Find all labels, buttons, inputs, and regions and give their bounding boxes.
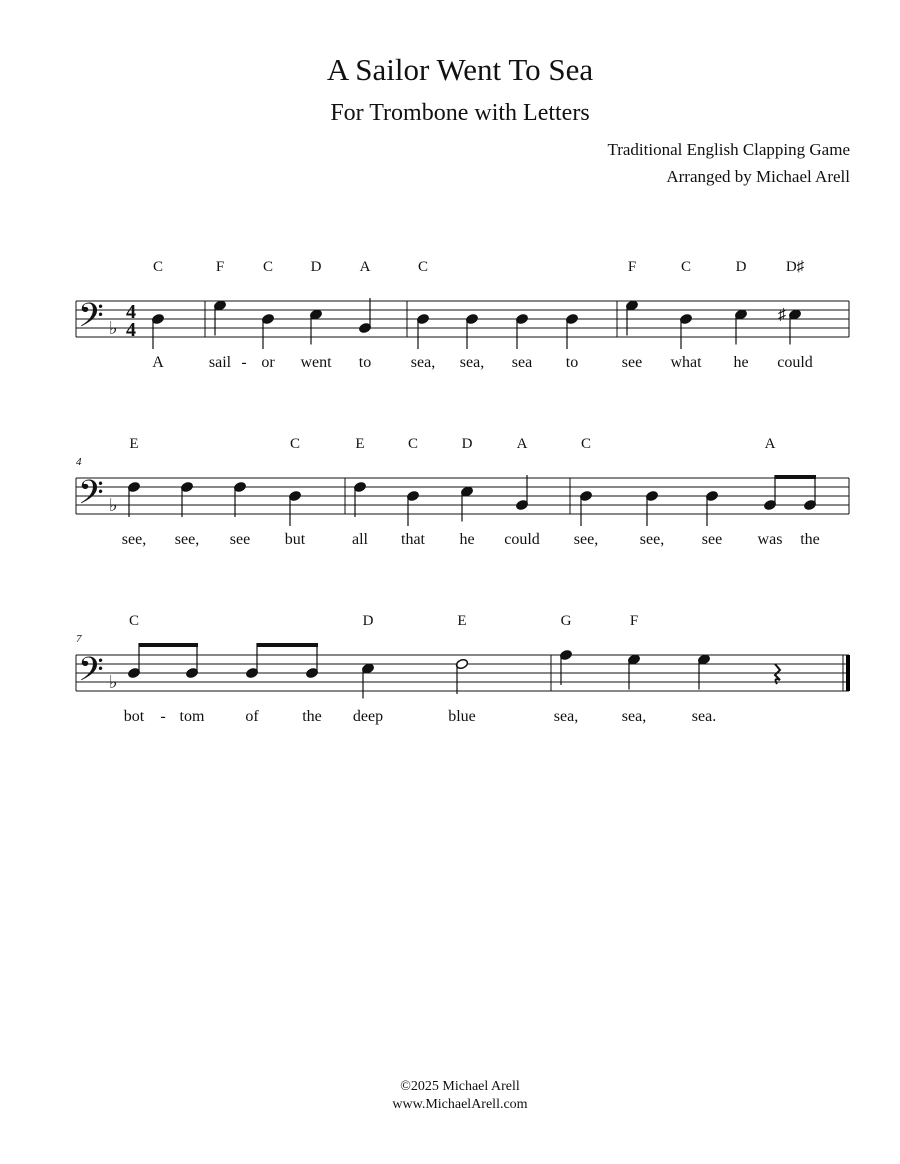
note-letter: F (629, 613, 639, 629)
staff-system (76, 297, 849, 349)
note-letter: E (129, 436, 139, 452)
note-letter: E (355, 436, 365, 452)
lyric-syllable: could (504, 531, 540, 548)
note-letter: E (457, 613, 467, 629)
lyric-syllable: to (358, 354, 372, 371)
copyright: ©2025 Michael Arell (400, 1079, 520, 1094)
note-letter: D (461, 436, 473, 452)
note-letter: D (735, 259, 747, 275)
time-signature-top: 4 (126, 301, 136, 323)
note-letter: G (560, 613, 572, 629)
lyric-syllable: bot (123, 708, 145, 725)
lyric-syllable: could (777, 354, 813, 371)
lyric-syllable: the (800, 531, 820, 548)
lyric-syllable: deep (352, 708, 384, 725)
lyric-syllable: he (733, 354, 749, 371)
page-title: A Sailor Went To Sea (326, 52, 594, 87)
lyric-syllable: but (284, 531, 306, 548)
lyric-syllable: sea, (553, 708, 579, 725)
note-letter: C (417, 259, 429, 275)
note-letter: D♯ (785, 259, 805, 275)
lyric-syllable: went (300, 354, 332, 371)
lyric-syllable: see (621, 354, 643, 371)
note-letter: C (289, 436, 301, 452)
quarter-rest (775, 664, 780, 684)
eighth-beam (775, 475, 816, 479)
website-link[interactable]: www.MichaelArell.com (392, 1097, 528, 1112)
note-letter: C (262, 259, 274, 275)
lyric-syllable: that (401, 531, 425, 548)
lyric-syllable: to (565, 354, 579, 371)
eighth-beam (257, 643, 318, 647)
note-letter: C (580, 436, 592, 452)
bass-clef-icon: 𝄢 (78, 474, 104, 519)
lyric-hyphen: - (241, 354, 247, 371)
note-letter: C (407, 436, 419, 452)
lyric-syllable: of (245, 708, 259, 725)
key-signature-flat: ♭ (109, 672, 118, 692)
measure-number: 4 (76, 456, 82, 468)
sharp-accidental: ♯ (778, 306, 786, 324)
note-letter: C (680, 259, 692, 275)
note-letter: C (128, 613, 140, 629)
lyric-syllable: see, (121, 531, 147, 548)
bass-clef-icon: 𝄢 (78, 651, 104, 696)
page-subtitle: For Trombone with Letters (330, 100, 590, 126)
lyric-syllable: sea, (410, 354, 436, 371)
note-letter: D (362, 613, 374, 629)
note-letter: F (215, 259, 225, 275)
lyric-syllable: sea, (459, 354, 485, 371)
lyric-syllable: see (229, 531, 251, 548)
staff-system (76, 474, 849, 526)
lyric-syllable: all (352, 531, 368, 548)
lyric-syllable: was (757, 531, 783, 548)
lyric-syllable: A (152, 354, 164, 371)
lyric-syllable: see, (573, 531, 599, 548)
lyric-syllable: sea, (621, 708, 647, 725)
lyric-syllable: he (459, 531, 475, 548)
note-letter: D (310, 259, 322, 275)
time-signature-bottom: 4 (126, 319, 136, 341)
lyric-hyphen: - (160, 708, 166, 725)
lyric-syllable: see (701, 531, 723, 548)
lyric-syllable: what (670, 354, 702, 371)
lyric-syllable: sea. (691, 708, 717, 725)
lyric-syllable: the (302, 708, 322, 725)
key-signature-flat: ♭ (109, 318, 118, 338)
key-signature-flat: ♭ (109, 495, 118, 515)
note-letter: A (359, 259, 371, 275)
lyric-syllable: blue (448, 708, 476, 725)
note-letter: F (627, 259, 637, 275)
lyric-syllable: or (261, 354, 275, 371)
final-barline-thick (846, 655, 850, 691)
lyric-syllable: see, (639, 531, 665, 548)
arranger-credit: Arranged by Michael Arell (666, 167, 850, 186)
lyric-syllable: tom (179, 708, 205, 725)
measure-number: 7 (76, 633, 82, 645)
source-credit: Traditional English Clapping Game (607, 140, 850, 159)
bass-clef-icon: 𝄢 (78, 297, 104, 342)
lyric-syllable: see, (174, 531, 200, 548)
note-letter: A (764, 436, 776, 452)
note-letter: A (516, 436, 528, 452)
lyric-syllable: sail (208, 354, 232, 371)
staff-system (76, 643, 850, 699)
lyric-syllable: sea (511, 354, 533, 371)
eighth-beam (139, 643, 198, 647)
note-letter: C (152, 259, 164, 275)
